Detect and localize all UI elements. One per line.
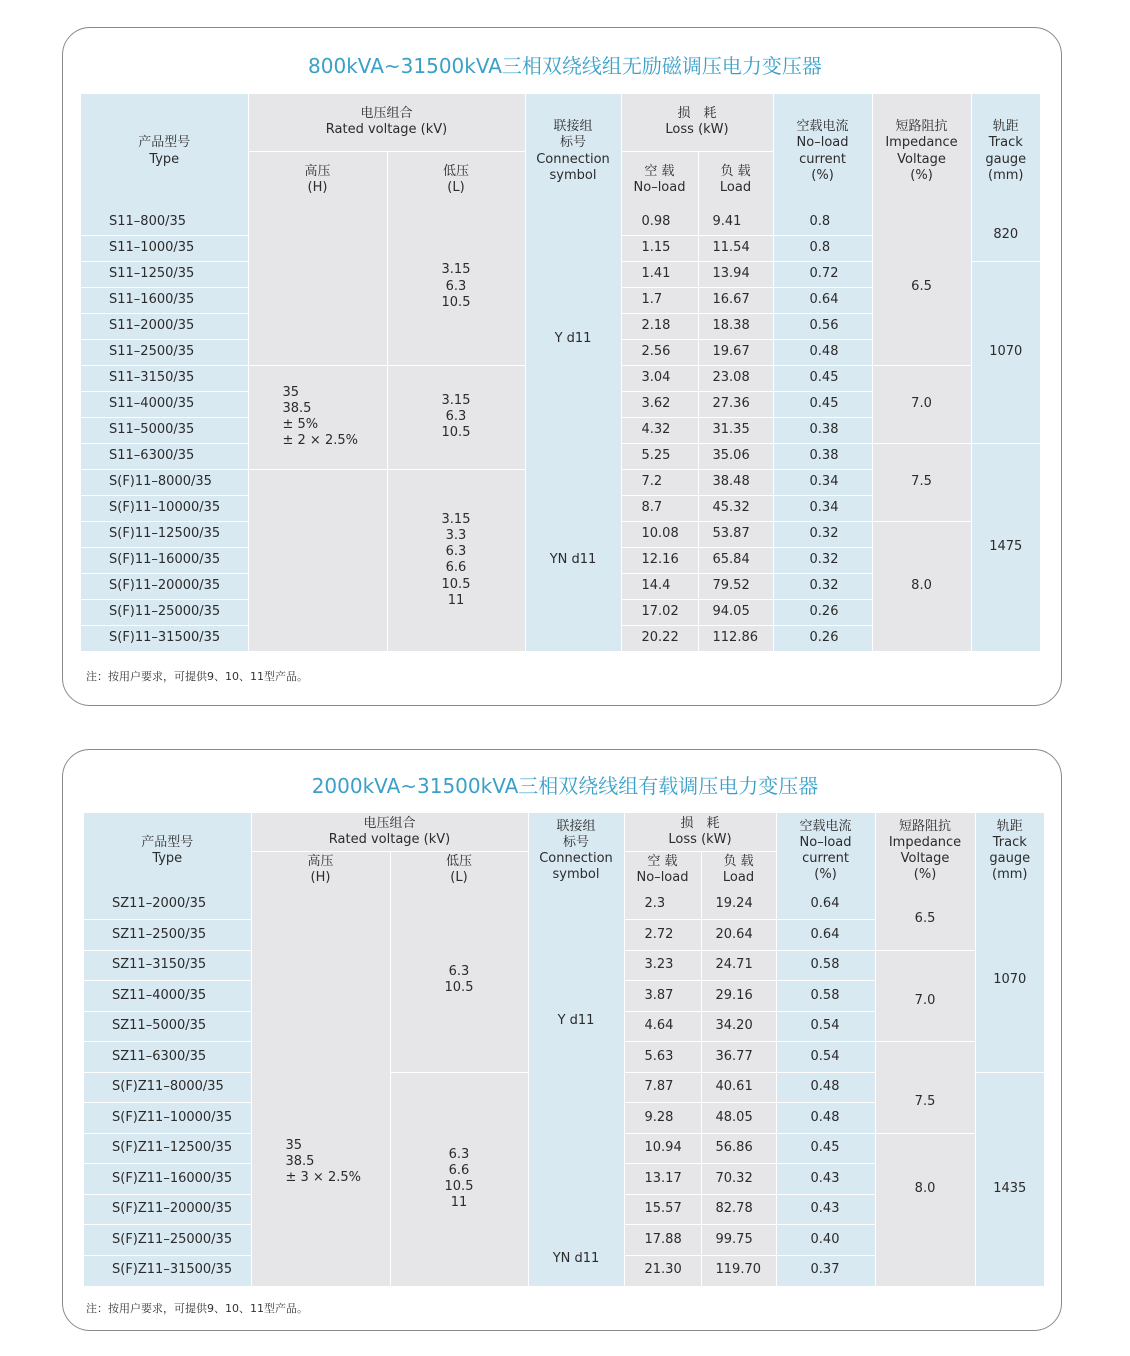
load-loss-cell: 48.05 bbox=[701, 1103, 776, 1134]
noload-current-cell: 0.58 bbox=[776, 950, 875, 981]
load-loss-cell: 79.52 bbox=[698, 573, 773, 599]
noload-loss-cell: 2.56 bbox=[621, 339, 698, 365]
header-loss-noload: 空 载 No–load bbox=[621, 151, 698, 209]
model-cell: SZ11–6300/35 bbox=[84, 1042, 251, 1073]
noload-current-cell: 0.48 bbox=[773, 339, 872, 365]
impedance-cell: 7.5 bbox=[875, 1042, 975, 1134]
model-cell: S11–800/35 bbox=[81, 209, 248, 235]
load-loss-cell: 45.32 bbox=[698, 495, 773, 521]
load-loss-cell: 18.38 bbox=[698, 313, 773, 339]
model-cell: S11–1000/35 bbox=[81, 235, 248, 261]
load-loss-cell: 53.87 bbox=[698, 521, 773, 547]
load-loss-cell: 56.86 bbox=[701, 1133, 776, 1164]
model-cell: S11–6300/35 bbox=[81, 443, 248, 469]
noload-current-cell: 0.40 bbox=[776, 1225, 875, 1256]
noload-loss-cell: 1.15 bbox=[621, 235, 698, 261]
noload-loss-cell: 15.57 bbox=[624, 1194, 701, 1225]
noload-loss-cell: 5.63 bbox=[624, 1042, 701, 1073]
lv-value-cell: 6.3 10.5 bbox=[390, 889, 528, 1072]
noload-current-cell: 0.8 bbox=[773, 209, 872, 235]
model-cell: S(F)Z11–20000/35 bbox=[84, 1194, 251, 1225]
header-impedance: 短路阻抗 Impedance Voltage (%) bbox=[875, 813, 975, 889]
header-type: 产品型号 Type bbox=[81, 94, 248, 209]
model-cell: S(F)11–25000/35 bbox=[81, 599, 248, 625]
table-row bbox=[84, 889, 1044, 920]
spec-table-2 bbox=[84, 813, 1044, 1286]
header-loss-load: 负 载 Load bbox=[698, 151, 773, 209]
noload-current-cell: 0.48 bbox=[776, 1103, 875, 1134]
load-loss-cell: 99.75 bbox=[701, 1225, 776, 1256]
noload-loss-cell: 4.64 bbox=[624, 1011, 701, 1042]
load-loss-cell: 29.16 bbox=[701, 981, 776, 1012]
connection-cell: Y d11 bbox=[528, 889, 624, 1133]
model-cell: SZ11–5000/35 bbox=[84, 1011, 251, 1042]
hv-value-cell: 35 38.5 ± 5% ± 2 × 2.5% bbox=[248, 365, 387, 469]
load-loss-cell: 20.64 bbox=[701, 920, 776, 951]
noload-current-cell: 0.38 bbox=[773, 443, 872, 469]
load-loss-cell: 40.61 bbox=[701, 1072, 776, 1103]
noload-loss-cell: 13.17 bbox=[624, 1164, 701, 1195]
noload-loss-cell: 21.30 bbox=[624, 1255, 701, 1286]
header-rated-voltage: 电压组合 Rated voltage (kV) bbox=[248, 94, 525, 151]
noload-loss-cell: 12.16 bbox=[621, 547, 698, 573]
noload-current-cell: 0.43 bbox=[776, 1164, 875, 1195]
header-type: 产品型号 Type bbox=[84, 813, 251, 889]
header-loss: 损 耗 Loss (kW) bbox=[624, 813, 776, 851]
header-track-gauge: 轨距 Track gauge (mm) bbox=[975, 813, 1044, 889]
noload-current-cell: 0.72 bbox=[773, 261, 872, 287]
model-cell: S(F)11–20000/35 bbox=[81, 573, 248, 599]
load-loss-cell: 23.08 bbox=[698, 365, 773, 391]
model-cell: S(F)Z11–12500/35 bbox=[84, 1133, 251, 1164]
model-cell: S11–1250/35 bbox=[81, 261, 248, 287]
noload-current-cell: 0.32 bbox=[773, 521, 872, 547]
hv-value-cell: 35 38.5 ± 3 × 2.5% bbox=[251, 889, 390, 1286]
model-cell: S(F)Z11–25000/35 bbox=[84, 1225, 251, 1256]
lv-value-cell: 6.3 6.6 10.5 11 bbox=[390, 1072, 528, 1286]
noload-current-cell: 0.32 bbox=[773, 547, 872, 573]
model-cell: SZ11–2000/35 bbox=[84, 889, 251, 920]
noload-current-cell: 0.64 bbox=[773, 287, 872, 313]
noload-loss-cell: 3.87 bbox=[624, 981, 701, 1012]
load-loss-cell: 16.67 bbox=[698, 287, 773, 313]
lv-value-cell: 3.15 6.3 10.5 bbox=[387, 365, 525, 469]
load-loss-cell: 65.84 bbox=[698, 547, 773, 573]
noload-loss-cell: 20.22 bbox=[621, 625, 698, 651]
model-cell: S(F)11–12500/35 bbox=[81, 521, 248, 547]
load-loss-cell: 34.20 bbox=[701, 1011, 776, 1042]
model-cell: S(F)11–10000/35 bbox=[81, 495, 248, 521]
noload-loss-cell: 14.4 bbox=[621, 573, 698, 599]
impedance-cell: 8.0 bbox=[875, 1133, 975, 1286]
load-loss-cell: 119.70 bbox=[701, 1255, 776, 1286]
load-loss-cell: 27.36 bbox=[698, 391, 773, 417]
noload-current-cell: 0.38 bbox=[773, 417, 872, 443]
noload-current-cell: 0.64 bbox=[776, 920, 875, 951]
header-track-gauge: 轨距 Track gauge (mm) bbox=[971, 94, 1040, 209]
model-cell: S(F)Z11–8000/35 bbox=[84, 1072, 251, 1103]
noload-current-cell: 0.26 bbox=[773, 625, 872, 651]
connection-cell: YN d11 bbox=[525, 469, 621, 651]
noload-loss-cell: 17.02 bbox=[621, 599, 698, 625]
model-cell: S(F)11–8000/35 bbox=[81, 469, 248, 495]
track-gauge-cell: 820 bbox=[971, 209, 1040, 261]
noload-current-cell: 0.34 bbox=[773, 469, 872, 495]
connection-cell: YN d11 bbox=[528, 1133, 624, 1286]
connection-cell: Y d11 bbox=[525, 209, 621, 469]
load-loss-cell: 94.05 bbox=[698, 599, 773, 625]
noload-current-cell: 0.26 bbox=[773, 599, 872, 625]
model-cell: S11–3150/35 bbox=[81, 365, 248, 391]
noload-loss-cell: 0.98 bbox=[621, 209, 698, 235]
noload-current-cell: 0.45 bbox=[776, 1133, 875, 1164]
header-lv: 低压 (L) bbox=[387, 151, 525, 209]
header-loss-noload: 空 载 No–load bbox=[624, 851, 701, 889]
model-cell: S(F)11–31500/35 bbox=[81, 625, 248, 651]
model-cell: S11–4000/35 bbox=[81, 391, 248, 417]
table-1-note: 注：按用户要求，可提供9、10、11型产品。 bbox=[86, 670, 308, 683]
noload-current-cell: 0.54 bbox=[776, 1042, 875, 1073]
noload-current-cell: 0.45 bbox=[773, 365, 872, 391]
noload-loss-cell: 3.62 bbox=[621, 391, 698, 417]
load-loss-cell: 70.32 bbox=[701, 1164, 776, 1195]
noload-loss-cell: 7.2 bbox=[621, 469, 698, 495]
header-connection-symbol: 联接组 标号 Connection symbol bbox=[525, 94, 621, 209]
track-gauge-cell: 1475 bbox=[971, 443, 1040, 651]
load-loss-cell: 19.67 bbox=[698, 339, 773, 365]
track-gauge-cell: 1435 bbox=[975, 1072, 1044, 1286]
noload-loss-cell: 2.3 bbox=[624, 889, 701, 920]
track-gauge-cell: 1070 bbox=[975, 889, 1044, 1072]
noload-current-cell: 0.58 bbox=[776, 981, 875, 1012]
header-lv: 低压 (L) bbox=[390, 851, 528, 889]
model-cell: S11–2500/35 bbox=[81, 339, 248, 365]
model-cell: S11–1600/35 bbox=[81, 287, 248, 313]
model-cell: SZ11–4000/35 bbox=[84, 981, 251, 1012]
table-2-note: 注：按用户要求，可提供9、10、11型产品。 bbox=[86, 1302, 308, 1315]
noload-loss-cell: 1.41 bbox=[621, 261, 698, 287]
model-cell: S11–2000/35 bbox=[81, 313, 248, 339]
header-rated-voltage: 电压组合 Rated voltage (kV) bbox=[251, 813, 528, 851]
load-loss-cell: 19.24 bbox=[701, 889, 776, 920]
header-connection-symbol: 联接组 标号 Connection symbol bbox=[528, 813, 624, 889]
noload-current-cell: 0.43 bbox=[776, 1194, 875, 1225]
table-1-title: 800kVA~31500kVA三相双绕线组无励磁调压电力变压器 bbox=[308, 54, 822, 78]
impedance-cell: 6.5 bbox=[872, 209, 971, 365]
load-loss-cell: 13.94 bbox=[698, 261, 773, 287]
table-row bbox=[81, 209, 1040, 235]
model-cell: S(F)Z11–10000/35 bbox=[84, 1103, 251, 1134]
track-gauge-cell: 1070 bbox=[971, 261, 1040, 443]
table-row bbox=[84, 1133, 1044, 1164]
noload-loss-cell: 9.28 bbox=[624, 1103, 701, 1134]
model-cell: S(F)Z11–31500/35 bbox=[84, 1255, 251, 1286]
load-loss-cell: 36.77 bbox=[701, 1042, 776, 1073]
noload-loss-cell: 17.88 bbox=[624, 1225, 701, 1256]
noload-current-cell: 0.32 bbox=[773, 573, 872, 599]
noload-loss-cell: 1.7 bbox=[621, 287, 698, 313]
noload-current-cell: 0.64 bbox=[776, 889, 875, 920]
noload-loss-cell: 2.72 bbox=[624, 920, 701, 951]
noload-current-cell: 0.48 bbox=[776, 1072, 875, 1103]
load-loss-cell: 9.41 bbox=[698, 209, 773, 235]
noload-loss-cell: 4.32 bbox=[621, 417, 698, 443]
load-loss-cell: 31.35 bbox=[698, 417, 773, 443]
header-noload-current: 空载电流 No–load current (%) bbox=[773, 94, 872, 209]
hv-empty-cell bbox=[248, 209, 387, 365]
impedance-cell: 7.5 bbox=[872, 443, 971, 521]
header-hv: 高压 (H) bbox=[248, 151, 387, 209]
hv-empty-cell bbox=[248, 469, 387, 651]
noload-current-cell: 0.45 bbox=[773, 391, 872, 417]
load-loss-cell: 82.78 bbox=[701, 1194, 776, 1225]
impedance-cell: 7.0 bbox=[875, 950, 975, 1042]
header-noload-current: 空载电流 No–load current (%) bbox=[776, 813, 875, 889]
load-loss-cell: 24.71 bbox=[701, 950, 776, 981]
noload-loss-cell: 3.04 bbox=[621, 365, 698, 391]
load-loss-cell: 35.06 bbox=[698, 443, 773, 469]
header-loss: 损 耗 Loss (kW) bbox=[621, 94, 773, 151]
noload-loss-cell: 10.94 bbox=[624, 1133, 701, 1164]
impedance-cell: 8.0 bbox=[872, 521, 971, 651]
impedance-cell: 6.5 bbox=[875, 889, 975, 950]
noload-loss-cell: 5.25 bbox=[621, 443, 698, 469]
noload-current-cell: 0.34 bbox=[773, 495, 872, 521]
model-cell: S11–5000/35 bbox=[81, 417, 248, 443]
noload-current-cell: 0.8 bbox=[773, 235, 872, 261]
model-cell: S(F)11–16000/35 bbox=[81, 547, 248, 573]
lv-value-cell: 3.15 6.3 10.5 bbox=[387, 209, 525, 365]
lv-value-cell: 3.15 3.3 6.3 6.6 10.5 11 bbox=[387, 469, 525, 651]
load-loss-cell: 112.86 bbox=[698, 625, 773, 651]
noload-loss-cell: 8.7 bbox=[621, 495, 698, 521]
header-impedance: 短路阻抗 Impedance Voltage (%) bbox=[872, 94, 971, 209]
impedance-cell: 7.0 bbox=[872, 365, 971, 443]
spec-table-1 bbox=[81, 94, 1040, 651]
load-loss-cell: 38.48 bbox=[698, 469, 773, 495]
table-2-title: 2000kVA~31500kVA三相双绕线组有载调压电力变压器 bbox=[311, 774, 819, 798]
model-cell: SZ11–3150/35 bbox=[84, 950, 251, 981]
noload-loss-cell: 7.87 bbox=[624, 1072, 701, 1103]
noload-loss-cell: 3.23 bbox=[624, 950, 701, 981]
noload-current-cell: 0.56 bbox=[773, 313, 872, 339]
noload-loss-cell: 2.18 bbox=[621, 313, 698, 339]
header-hv: 高压 (H) bbox=[251, 851, 390, 889]
noload-current-cell: 0.37 bbox=[776, 1255, 875, 1286]
model-cell: S(F)Z11–16000/35 bbox=[84, 1164, 251, 1195]
load-loss-cell: 11.54 bbox=[698, 235, 773, 261]
noload-current-cell: 0.54 bbox=[776, 1011, 875, 1042]
header-loss-load: 负 载 Load bbox=[701, 851, 776, 889]
model-cell: SZ11–2500/35 bbox=[84, 920, 251, 951]
noload-loss-cell: 10.08 bbox=[621, 521, 698, 547]
